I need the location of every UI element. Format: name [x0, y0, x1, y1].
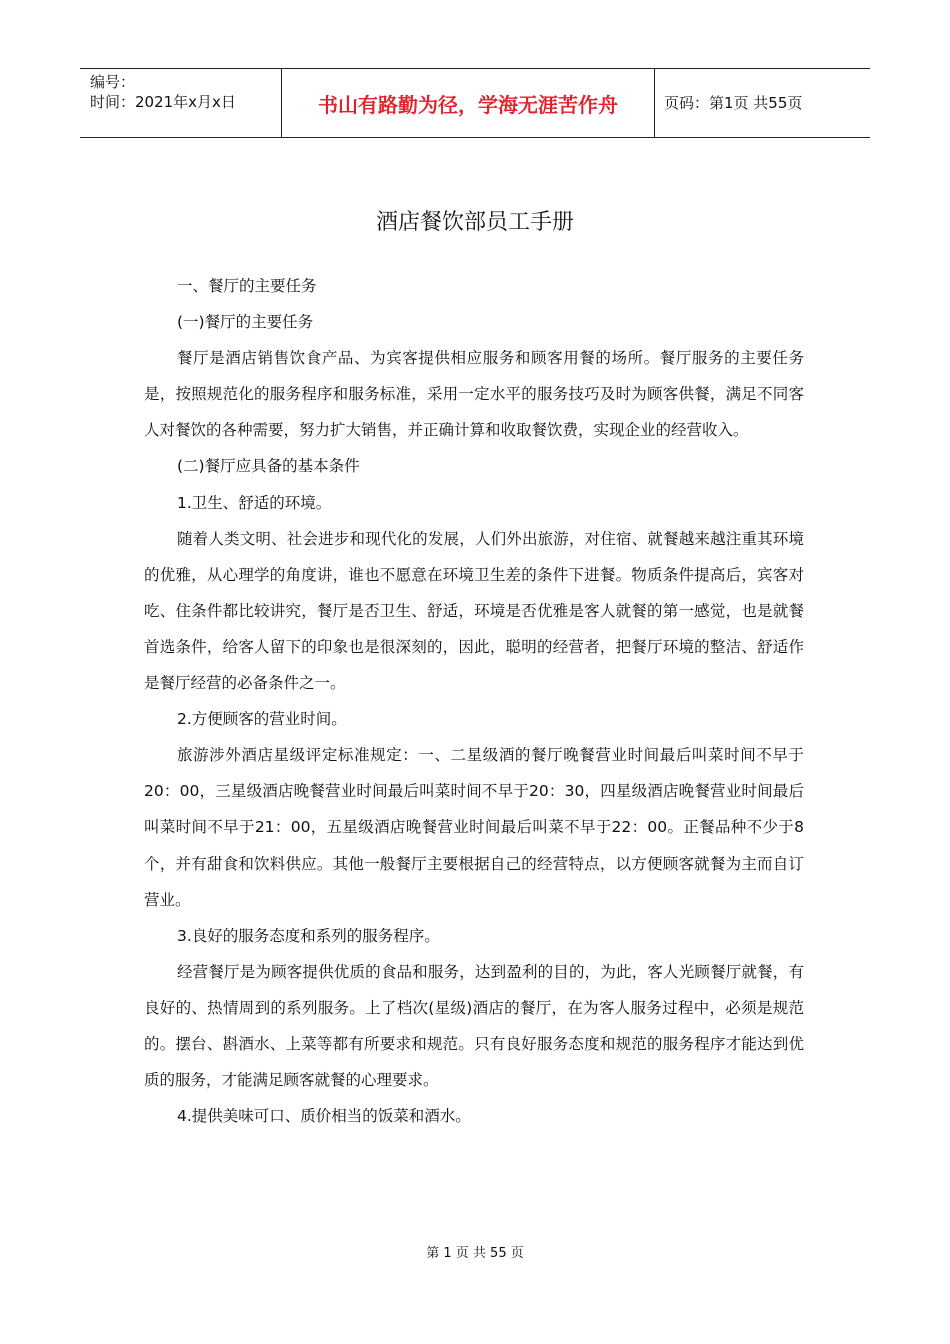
body-paragraph: 旅游涉外酒店星级评定标准规定：一、二星级酒的餐厅晚餐营业时间最后叫菜时间不早于20：00，三星级酒店晚餐营业时间最后叫菜时间不早于20：30，四星级酒店晚餐营业时间最后叫菜时间不早于21：00，五星级酒店晚餐营业时间最后叫菜不早于22：00。正餐品种不少于8个，并有甜食和饮料供应。其他一般餐厅主要根据自己的经营特点，以方便顾客就餐为主而自订营业。: [144, 746, 804, 909]
item-heading: 1.卫生、舒适的环境。: [177, 493, 332, 512]
body-paragraph: 随着人类文明、社会进步和现代化的发展，人们外出旅游，对住宿、就餐越来越注重其环境的优雅，从心理学的角度讲，谁也不愿意在环境卫生差的条件下进餐。物质条件提高后，宾客对吃、住条件都比较讲究，餐厅是否卫生、舒适，环境是否优雅是客人就餐的第一感觉，也是就餐首选条件，给客人留下的印象也是很深刻的，因此，聪明的经营者，把餐厅环境的整洁、舒适作是餐厅经营的必备条件之一。: [144, 529, 804, 693]
page-header: [80, 68, 870, 138]
header-motto: 书山有路勤为径，学海无涯苦作舟: [318, 93, 618, 117]
item-heading: 3.良好的服务态度和系列的服务程序。: [177, 926, 440, 945]
section-heading: 一、餐厅的主要任务: [177, 277, 317, 295]
item-heading: 4.提供美味可口、质价相当的饭菜和酒水。: [177, 1107, 471, 1126]
document-title: 酒店餐饮部员工手册: [375, 210, 574, 235]
item-heading: 2.方便顾客的营业时间。: [177, 710, 347, 729]
subsection-heading: (二)餐厅应具备的基本条件: [177, 457, 360, 476]
document-code-label: 编号：: [90, 73, 136, 91]
page-footer: 第 1 页 共 55 页: [426, 1246, 524, 1261]
document-body: [144, 268, 804, 1134]
subsection-heading: (一)餐厅的主要任务: [177, 313, 314, 332]
header-motto-cell: [281, 69, 655, 137]
header-meta-cell: [80, 69, 281, 137]
header-page-number: 页码：第1页 共55页: [664, 94, 803, 112]
document-date: 时间：2021年x月x日: [90, 93, 236, 111]
header-page-cell: [654, 69, 870, 137]
body-paragraph: 经营餐厅是为顾客提供优质的食品和服务，达到盈利的目的，为此，客人光顾餐厅就餐，有良好的、热情周到的系列服务。上了档次(星级)酒店的餐厅，在为客人服务过程中，必须是规范的。摆台、斟酒水、上菜等都有所要求和规范。只有良好服务态度和规范的服务程序才能达到优质的服务，才能满足顾客就餐的心理要求。: [144, 962, 804, 1090]
body-paragraph: 餐厅是酒店销售饮食产品、为宾客提供相应服务和顾客用餐的场所。餐厅服务的主要任务是，按照规范化的服务程序和服务标准，采用一定水平的服务技巧及时为顾客供餐，满足不同客人对餐饮的各种需要，努力扩大销售，并正确计算和收取餐饮费，实现企业的经营收入。: [144, 349, 804, 440]
